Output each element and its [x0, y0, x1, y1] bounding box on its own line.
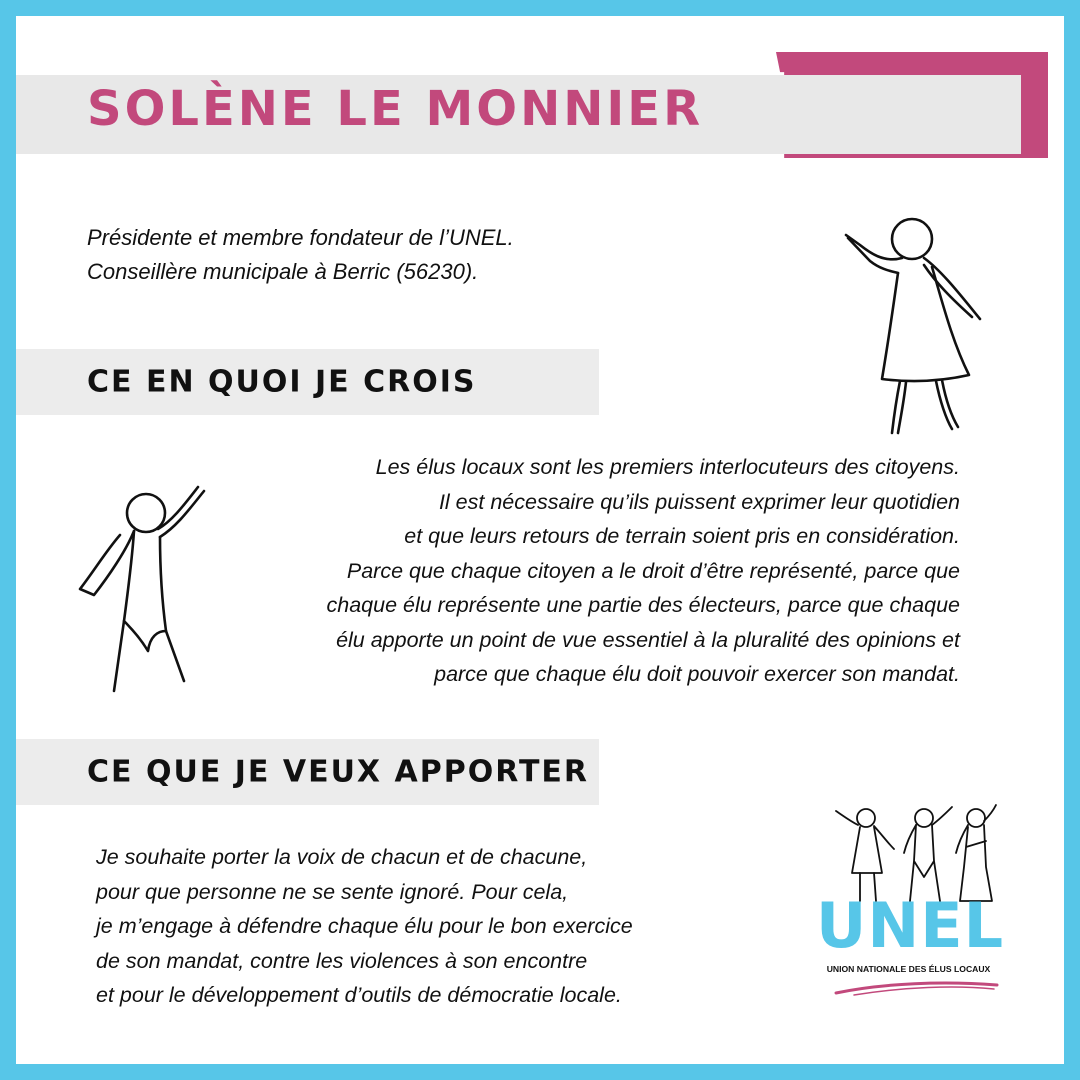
paragraph-line: Les élus locaux sont les premiers interlocuteurs des citoyens. [375, 455, 960, 479]
paragraph-line: je m’engage à défendre chaque élu pour le bon exercice [96, 914, 633, 938]
person-name: SOLÈNE LE MONNIER [87, 81, 704, 137]
paragraph-line: et que leurs retours de terrain soient pris en considération. [404, 524, 960, 548]
paragraph-line: parce que chaque élu doit pouvoir exercer son mandat. [434, 662, 960, 686]
role-line: Présidente et membre fondateur de l’UNEL. [87, 225, 514, 250]
logo-subtitle: UNION NATIONALE DES ÉLUS LOCAUX [826, 964, 991, 974]
goals-section-header [16, 739, 599, 805]
paragraph-line: et pour le développement d’outils de démocratie locale. [96, 983, 622, 1007]
beliefs-section-header [16, 349, 599, 415]
logo-wordmark: UNEL [816, 889, 1005, 962]
paragraph-line: de son mandat, contre les violences à son encontre [96, 948, 588, 973]
unel-logo [816, 801, 1005, 1011]
paragraph-line: élu apporte un point de vue essentiel à la pluralité des opinions et [336, 627, 960, 652]
paragraph-line: Parce que chaque citoyen a le droit d’être représenté, parce que [346, 558, 960, 583]
role-line: Conseillère municipale à Berric (56230). [87, 259, 479, 284]
beliefs-title: CE EN QUOI JE CROIS [87, 364, 477, 400]
paragraph-line: pour que personne ne se sente ignoré. Pour cela, [96, 879, 569, 904]
goals-title: CE QUE JE VEUX APPORTER [87, 754, 590, 790]
woman-figure-icon [824, 201, 984, 441]
goals-paragraph [96, 840, 633, 1013]
paragraph-line: Je souhaite porter la voix de chacun et de chacune, [96, 845, 588, 869]
logo-swoosh-icon [834, 975, 999, 997]
role-description [87, 221, 514, 289]
beliefs-paragraph [327, 450, 961, 692]
man-figure-icon [76, 481, 206, 701]
paragraph-line: chaque élu représente une partie des électeurs, parce que chaque [326, 593, 960, 617]
paragraph-line: Il est nécessaire qu’ils puissent exprimer leur quotidien [438, 489, 960, 514]
